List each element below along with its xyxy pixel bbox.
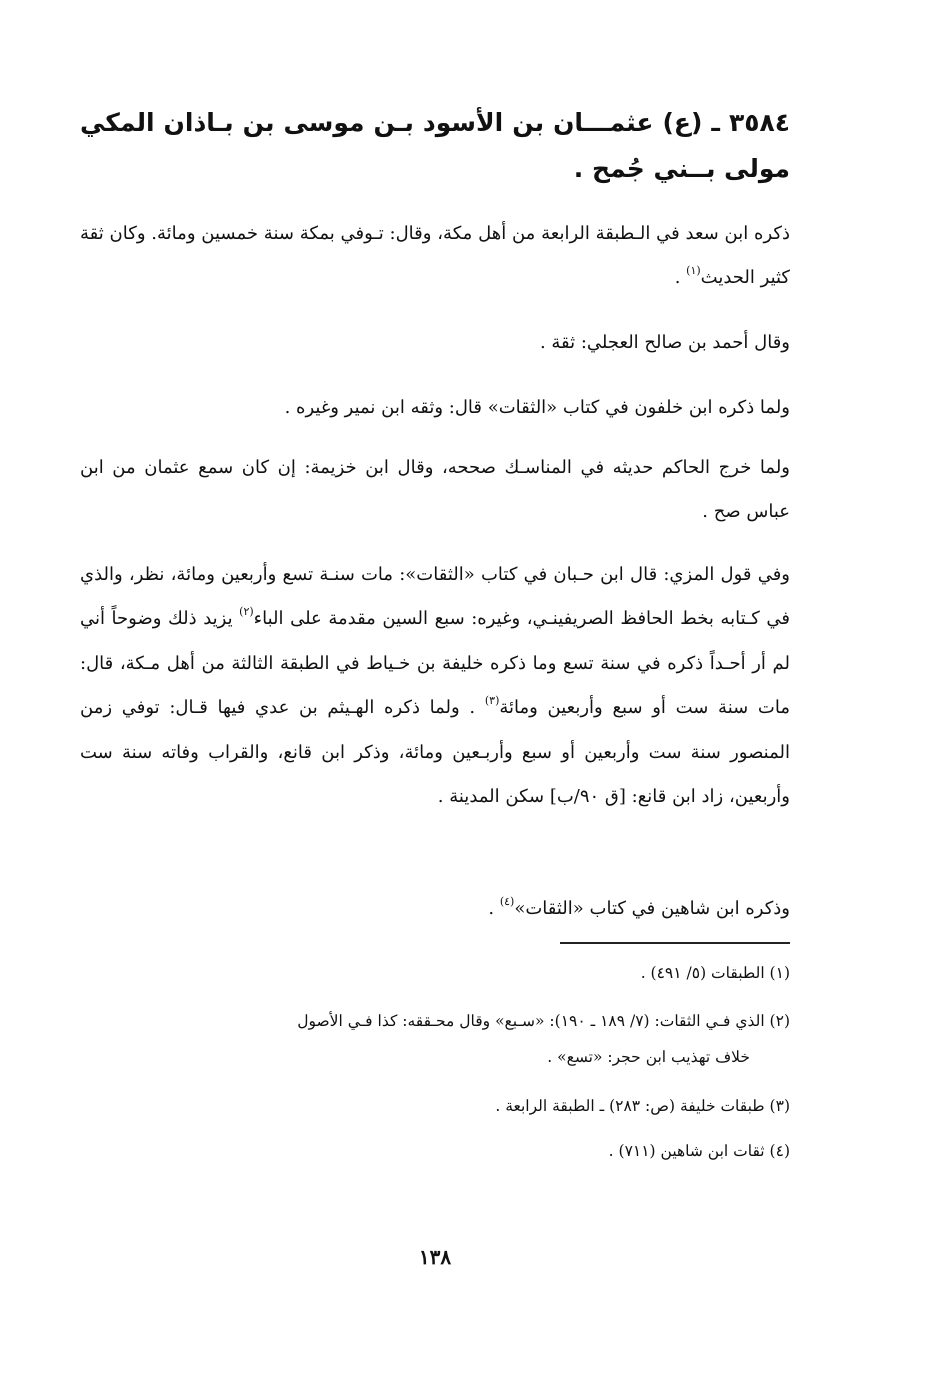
footnote-divider <box>560 942 790 944</box>
paragraph-hakim: ولما خرج الحاكم حديثه في المناسـك صححه، وقال ابن خزيمة: إن كان سمع عثمان من ابن عباس صح . <box>80 457 790 522</box>
paragraph-text: وذكره ابن شاهين في كتاب «الثقات» <box>514 898 790 919</box>
footnote-2 <box>80 1003 790 1075</box>
paragraph-ibn-khalfun: ولما ذكره ابن خلفون في كتاب «الثقات» قال: وثقه ابن نمير وغيره . <box>284 397 790 418</box>
entry-title: ٣٥٨٤ ـ (ع) عثمـــان بن الأسود بـن موسى بن بـاذان المكي مولى بــني جُمح . <box>80 108 790 183</box>
footnote-1: (١) الطبقات (٥/ ٤٩١) . <box>640 964 790 982</box>
footnote-3: (٣) طبقات خليفة (ص: ٢٨٣) ـ الطبقة الرابعة . <box>495 1097 790 1115</box>
page-number: ١٣٨ <box>418 1245 452 1269</box>
paragraph-mizzi <box>80 553 790 818</box>
paragraph-text: . <box>488 898 500 919</box>
paragraph-ibn-shahin <box>80 887 790 933</box>
footnote-ref-4: (٤) <box>499 895 515 908</box>
paragraph-text: . ولما ذكره الهـيثم بن عدي فيها قـال: توفي زمن المنصور سنة ست وأربعين أو سبع وأربـعين ومائة، وذكر ابن قانع، والقراب وفاته سنة ست وأربعين، زاد ابن قانع: [ق ٩٠/ب] سكن المدينة . <box>80 696 790 807</box>
paragraph-text: ذكره ابن سعد في الـطبقة الرابعة من أهل مكة، وقال: تـوفي بمكة سنة خمسين ومائة. وكان ثقة كثير الحديث <box>80 223 790 288</box>
footnote-ref-2: (٢) <box>239 604 254 618</box>
paragraph-text: وفي قول المزي: قال ابن حـبان في كتاب «الثقات»: مات سنـة تسع وأربعين ومائة، نظر، والذي في كـتابه بخط الحافظ الصريفينـي، وغيره: سبع السين مقدمة على الباء <box>80 564 791 629</box>
footnote-ref-3: (٣) <box>484 693 500 707</box>
paragraph-ibn-saad <box>80 212 790 301</box>
footnote-ref-1: (١) <box>686 263 701 277</box>
footnote-4: (٤) ثقات ابن شاهين (٧١١) . <box>608 1142 790 1160</box>
paragraph-text: . <box>674 266 687 288</box>
footnote-continuation: خلاف تهذيب ابن حجر: «تسع» . <box>547 1048 750 1066</box>
book-page <box>80 0 790 1397</box>
paragraph-ijli: وقال أحمد بن صالح العجلي: ثقة . <box>539 332 790 353</box>
footnote-text: (٢) الذي فـي الثقات: (٧/ ١٨٩ ـ ١٩٠): «سـبع» وقال محـققه: كذا فـي الأصول <box>297 1012 790 1030</box>
paragraph-text: يزيد ذلك وضوحاً أني لم أر أحـداً ذكره في سنة تسع وما ذكره خليفة بن خـياط في الطبقة الثالثة من أهل مـكة، قال: مات سنة ست أو سبع وأربعين ومائة <box>80 607 790 718</box>
